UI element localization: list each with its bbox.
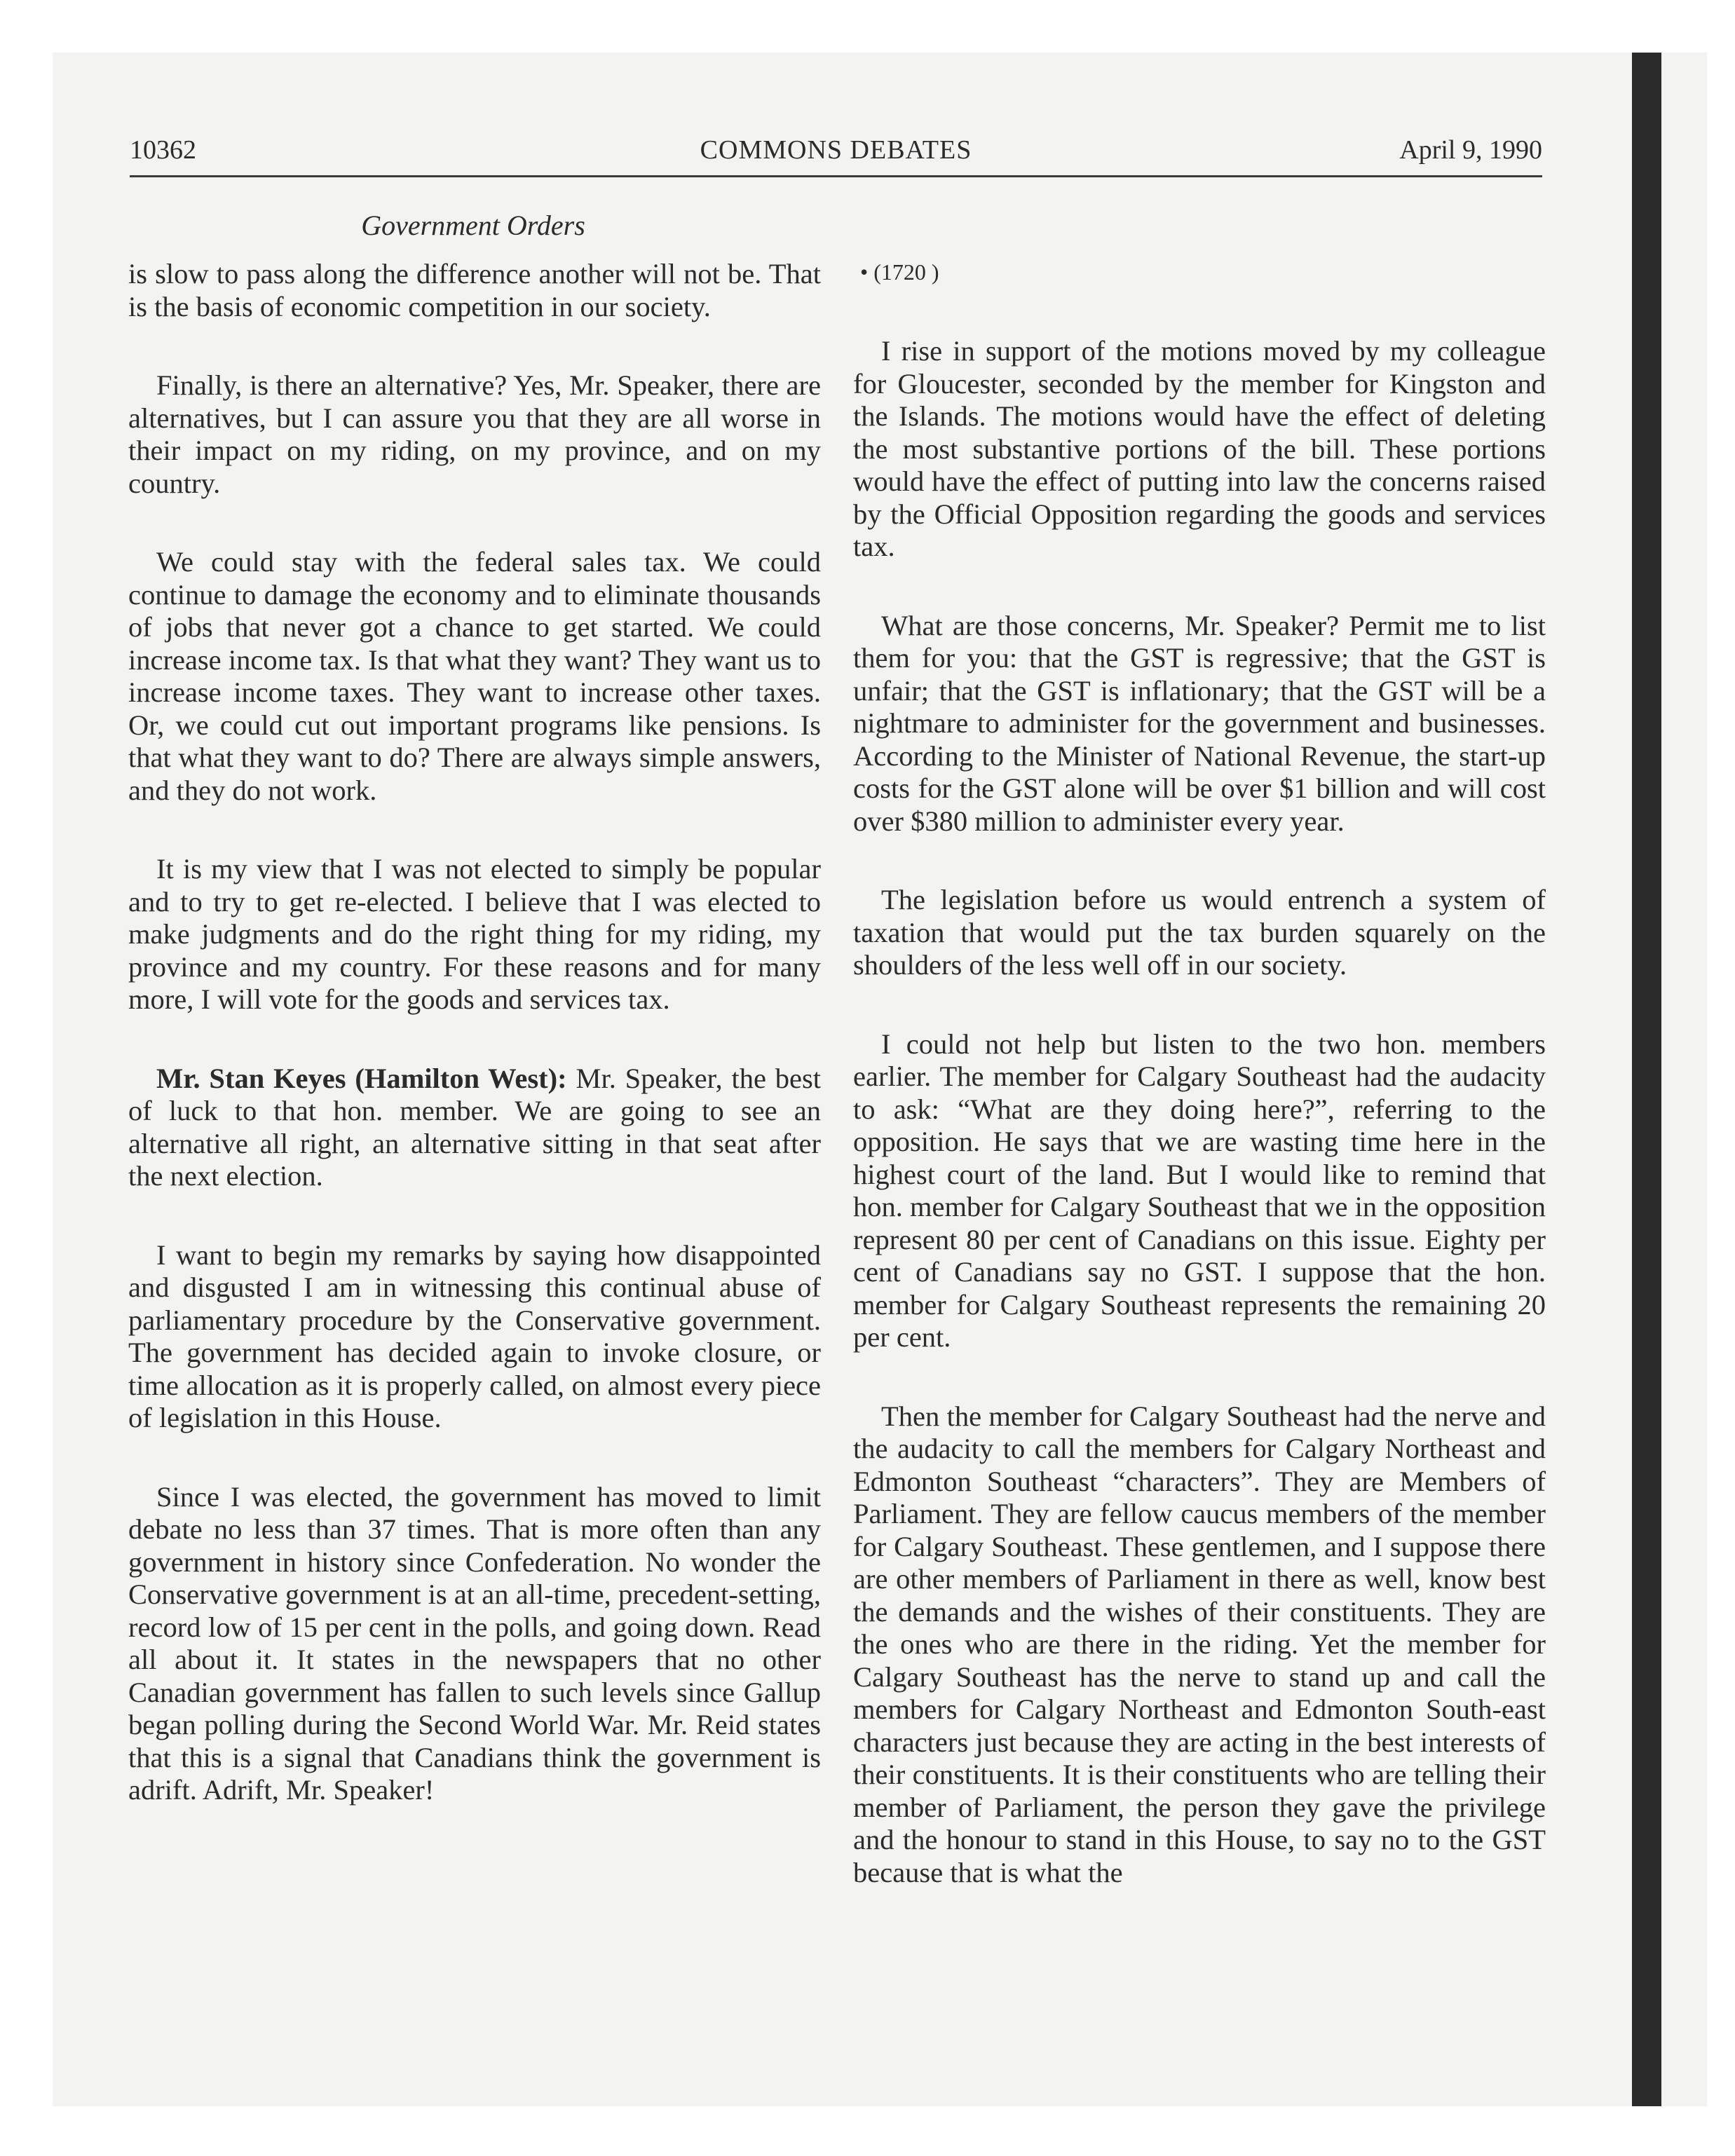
paragraph: We could stay with the federal sales tax. We could continue to damage the economy and to eliminate thousands of jobs that never got a chance to get started. We could increase income tax. Is that what they want? They want us to increase income taxes. They want to increase other taxes. Or, we could cut out important programs like pensions. Is that what they want to do? There are always simple answers, and they do not work. <box>128 546 821 806</box>
publication-date: April 9, 1990 <box>1399 135 1542 165</box>
section-title: Government Orders <box>361 210 585 241</box>
publication-title: COMMONS DEBATES <box>700 135 972 165</box>
speaker-paragraph <box>128 1063 821 1193</box>
speaker-text: Mr. Speaker, the best of luck to that hon. member. We are going to see an alternative all right, an alternative sitting in that seat after the next election. <box>128 1062 821 1192</box>
paragraph: Since I was elected, the government has moved to limit debate no less than 37 times. That is more often than any government in history since Confederation. No wonder the Conservative government is at an all-time, precedent-setting, record low of 15 per cent in the polls, and going down. Read all about it. It states in the newspapers that no other Canadian government has fallen to such levels since Gallup began polling during the Second World War. Mr. Reid states that this is a signal that Canadians think the government is adrift. Adrift, Mr. Speaker! <box>128 1480 821 1806</box>
paragraph: I want to begin my remarks by saying how disappointed and disgusted I am in witnessing this continual abuse of parliamentary procedure by the Conservative government. The government has decided again to invoke closure, or time allocation as it is properly called, on almost every piece of legislation in this House. <box>128 1239 821 1433</box>
page-number: 10362 <box>130 135 196 165</box>
paragraph: It is my view that I was not elected to simply be popular and to try to get re-elected. I believe that I was elected to make judgments and do the right thing for my riding, my province and my country. For these reasons and for many more, I will vote for the goods and services tax. <box>128 853 821 1015</box>
running-header <box>130 135 1542 177</box>
header-rule <box>130 175 1542 177</box>
paragraph: Then the member for Calgary Southeast had the nerve and the audacity to call the members for Calgary Northeast and Edmonton Southeast “characters”. They are Members of Parliament. They are fellow caucus members of the member for Calgary Southeast. These gentlemen, and I suppose there are other members of Parliament in there as well, know best the demands and the wishes of their constituents. They are the ones who are there in the riding. Yet the member for Calgary Southeast has the nerve to stand up and call the members for Calgary Northeast and Edmonton South-east characters just because they are acting in the best interests of their constituents. It is their constituents who are telling their member of Parliament, the person they gave the privilege and the honour to stand in this House, to say no to the GST because that is what the <box>853 1400 1546 1888</box>
right-column <box>853 258 1546 1935</box>
left-column <box>128 258 821 1853</box>
paragraph: Finally, is there an alternative? Yes, Mr. Speaker, there are alternatives, but I can assure you that they are all worse in their impact on my riding, on my province, and on my country. <box>128 369 821 499</box>
scan-edge-shadow <box>1632 53 1661 2106</box>
paragraph: The legislation before us would entrench a system of taxation that would put the tax burden squarely on the shoulders of the less well off in our society. <box>853 884 1546 981</box>
paragraph: What are those concerns, Mr. Speaker? Permit me to list them for you: that the GST is regressive; that the GST is unfair; that the GST is inflationary; that the GST will be a nightmare to administer for the government and businesses. According to the Minister of National Revenue, the start-up costs for the GST alone will be over $1 billion and will cost over $380 million to administer every year. <box>853 609 1546 837</box>
paragraph: I rise in support of the motions moved by my colleague for Gloucester, seconded by the member for Kingston and the Islands. The motions would have the effect of deleting the most substantive portions of the bill. These portions would have the effect of putting into law the concerns raised by the Official Opposition regarding the goods and services tax. <box>853 335 1546 562</box>
timestamp: • (1720 ) <box>860 259 939 285</box>
paragraph: I could not help but listen to the two hon. members earlier. The member for Calgary Southeast had the audacity to ask: “What are they doing here?”, referring to the opposition. He says that we are wasting time here in the highest court of the land. But I would like to remind that hon. member for Calgary Southeast that we in the opposition represent 80 per cent of Canadians on this issue. Eighty per cent of Canadians say no GST. I suppose that the hon. member for Calgary Southeast represents the remaining 20 per cent. <box>853 1028 1546 1353</box>
paragraph: is slow to pass along the difference another will not be. That is the basis of economic competition in our society. <box>128 258 821 322</box>
speaker-name: Mr. Stan Keyes (Hamilton West): <box>156 1062 567 1094</box>
